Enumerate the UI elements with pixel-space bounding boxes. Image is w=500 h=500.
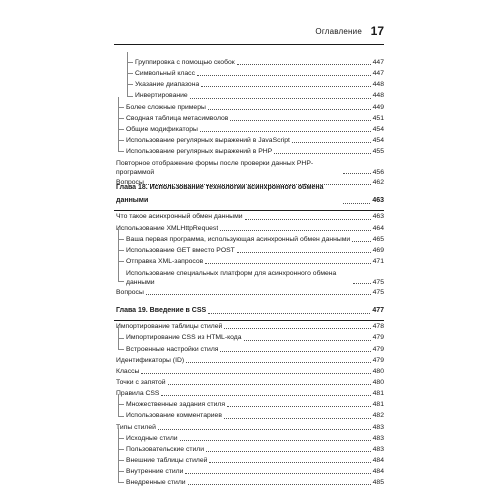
entry-title: Инвертирование [135, 92, 188, 100]
entry-page-number: 475 [372, 289, 384, 297]
toc-chapter-row[interactable] [114, 304, 384, 317]
entry-page-number: 479 [372, 356, 384, 364]
dot-leader [146, 294, 371, 295]
entry-title: Типы стилей [116, 423, 156, 431]
toc-entry-row[interactable] [114, 113, 384, 124]
entry-page-number: 463 [372, 197, 384, 205]
toc-entry-row[interactable] [114, 455, 384, 466]
entry-title: Внешние таблицы стилей [126, 456, 208, 464]
entry-title: Множественные задания стиля [126, 401, 226, 409]
entry-page-number: 479 [372, 345, 384, 353]
dot-leader [237, 64, 371, 65]
toc-entry-row[interactable] [114, 410, 384, 421]
entry-title: Группировка с помощью скобок [135, 58, 235, 66]
chapter-title: Глава 18. Использование технологии асинхронного обмена данными [116, 184, 324, 205]
page-header [0, 24, 384, 42]
dot-leader [208, 109, 371, 110]
toc-entry-row[interactable] [114, 321, 384, 332]
dot-leader [168, 384, 371, 385]
entry-title: Повторное отображение формы после проверки данных PHP-программой [116, 160, 314, 177]
toc-entry-row[interactable] [114, 377, 384, 388]
dot-leader [292, 142, 371, 143]
entry-title: Отправка XML-запросов [126, 257, 204, 265]
toc-entry-row[interactable] [114, 256, 384, 267]
entry-page-number: 447 [372, 58, 384, 66]
entry-page-number: 451 [372, 114, 384, 122]
entry-page-number: 484 [372, 468, 384, 476]
toc-entry-row[interactable] [114, 124, 384, 135]
toc-entry-row[interactable] [114, 68, 384, 79]
entry-page-number: 481 [372, 401, 384, 409]
entry-title: Внедренные стили [126, 479, 186, 487]
entry-title: Общие модификаторы [126, 125, 198, 133]
dot-leader [220, 230, 370, 231]
toc-entry-row[interactable] [114, 287, 384, 298]
dot-leader [158, 429, 371, 430]
entry-page-number: 480 [372, 367, 384, 375]
dot-leader [161, 395, 370, 396]
dot-leader [201, 86, 370, 87]
entry-title: Что такое асинхронный обмен данными [116, 213, 243, 221]
entry-page-number: 454 [372, 136, 384, 144]
entry-title: Импортирование таблицы стилей [116, 323, 223, 331]
header-rule [114, 44, 384, 45]
dot-leader [208, 313, 370, 314]
dot-leader [230, 120, 370, 121]
entry-page-number: 448 [372, 92, 384, 100]
entry-title: Точки с запятой [116, 378, 166, 386]
dot-leader [209, 462, 370, 463]
entry-title: Использование регулярных выражений в JavaScript [126, 136, 290, 144]
chapter-title: Глава 19. Введение в CSS [116, 307, 207, 315]
entry-page-number: 481 [372, 390, 384, 398]
entry-page-number: 454 [372, 125, 384, 133]
entry-page-number: 463 [372, 213, 384, 221]
dot-leader [352, 241, 370, 242]
toc-entry-row[interactable] [114, 79, 384, 90]
toc-entry-row[interactable] [114, 146, 384, 157]
toc-entry-row[interactable] [114, 344, 384, 355]
dot-leader [237, 252, 371, 253]
dot-leader [343, 173, 371, 174]
entry-title: Встроенные настройки стиля [126, 345, 219, 353]
toc-entry-row[interactable] [114, 399, 384, 410]
entry-title: Правила CSS [116, 390, 160, 398]
toc-entry-row[interactable] [114, 332, 384, 343]
entry-page-number: 483 [372, 445, 384, 453]
entry-title: Сводная таблица метасимволов [126, 114, 229, 122]
entry-title: Пользовательские стили [126, 445, 205, 453]
dot-leader [227, 406, 371, 407]
entry-title: Символьный класс [135, 70, 195, 78]
dot-leader [244, 340, 371, 341]
entry-title: Указание диапазона [135, 81, 200, 89]
entry-title: Классы [116, 367, 140, 375]
entry-page-number: 447 [372, 70, 384, 78]
entry-title: Использование GET вместо POST [126, 246, 235, 254]
toc-entry-row[interactable] [114, 366, 384, 377]
dot-leader [343, 203, 370, 204]
entry-page-number: 478 [372, 323, 384, 331]
entry-page-number: 456 [372, 169, 384, 177]
entry-page-number: 455 [372, 148, 384, 156]
dot-leader [197, 75, 371, 76]
running-header-title: Оглавление [315, 27, 362, 36]
toc-entry-row[interactable] [114, 355, 384, 366]
entry-title: Вопросы [116, 289, 144, 297]
dot-leader [200, 131, 371, 132]
entry-title: Исходные стили [126, 434, 178, 442]
toc-entry-row[interactable] [114, 245, 384, 256]
page-number: 17 [370, 24, 384, 38]
entry-page-number: 479 [372, 334, 384, 342]
dot-leader [188, 484, 371, 485]
entry-page-number: 465 [372, 235, 384, 243]
entry-page-number: 469 [372, 246, 384, 254]
dot-leader [353, 283, 371, 284]
toc-entry-row[interactable] [114, 477, 384, 488]
entry-title: Использование XMLHttpRequest [116, 224, 219, 232]
entry-title: Использование регулярных выражений в PHP [126, 148, 273, 156]
entry-title: Внутренние стили [126, 468, 184, 476]
toc-entry-row[interactable] [114, 135, 384, 146]
entry-title: Использование комментариев [126, 412, 222, 420]
toc-entry-row[interactable] [114, 234, 384, 245]
entry-page-number: 475 [372, 279, 384, 287]
dot-leader [141, 373, 370, 374]
toc-entry-row[interactable] [114, 57, 384, 68]
entry-title: Импортирование CSS из HTML-кода [126, 334, 242, 342]
dot-leader [224, 328, 370, 329]
entry-title: Ваша первая программа, использующая асинхронный обмен данными [126, 235, 351, 243]
entry-page-number: 462 [372, 179, 384, 187]
dot-leader [205, 263, 370, 264]
dot-leader [185, 473, 370, 474]
toc-entry-row[interactable] [114, 223, 384, 234]
entry-page-number: 471 [372, 257, 384, 265]
table-of-contents [114, 57, 384, 488]
toc-entry-row[interactable] [114, 466, 384, 477]
toc-entry-row[interactable] [114, 102, 384, 113]
toc-entry-row[interactable] [114, 211, 384, 222]
entry-page-number: 484 [372, 456, 384, 464]
toc-entry-row[interactable] [114, 267, 384, 287]
toc-entry-row[interactable] [114, 433, 384, 444]
dot-leader [186, 362, 371, 363]
toc-chapter-row[interactable] [114, 184, 384, 207]
entry-page-number: 483 [372, 434, 384, 442]
entry-title: Использование специальных платформ для асинхронного обмена данными [126, 270, 337, 287]
entry-page-number: 464 [372, 224, 384, 232]
entry-title: Более сложные примеры [126, 103, 206, 111]
entry-page-number: 485 [372, 479, 384, 487]
dot-leader [274, 153, 370, 154]
entry-title: Вопросы [116, 179, 144, 187]
entry-title: Идентификаторы (ID) [116, 356, 185, 364]
toc-entry-row[interactable] [114, 422, 384, 433]
dot-leader [206, 451, 371, 452]
entry-page-number: 483 [372, 423, 384, 431]
toc-entry-row[interactable] [114, 90, 384, 101]
dot-leader [190, 98, 371, 99]
entry-page-number: 449 [372, 103, 384, 111]
toc-entry-row[interactable] [114, 388, 384, 399]
dot-leader [180, 440, 371, 441]
toc-entry-row[interactable] [114, 157, 384, 177]
dot-leader [224, 418, 371, 419]
entry-page-number: 477 [372, 307, 384, 315]
entry-page-number: 482 [372, 412, 384, 420]
entry-page-number: 448 [372, 81, 384, 89]
dot-leader [220, 351, 370, 352]
entry-page-number: 480 [372, 378, 384, 386]
dot-leader [245, 219, 371, 220]
toc-entry-row[interactable] [114, 444, 384, 455]
